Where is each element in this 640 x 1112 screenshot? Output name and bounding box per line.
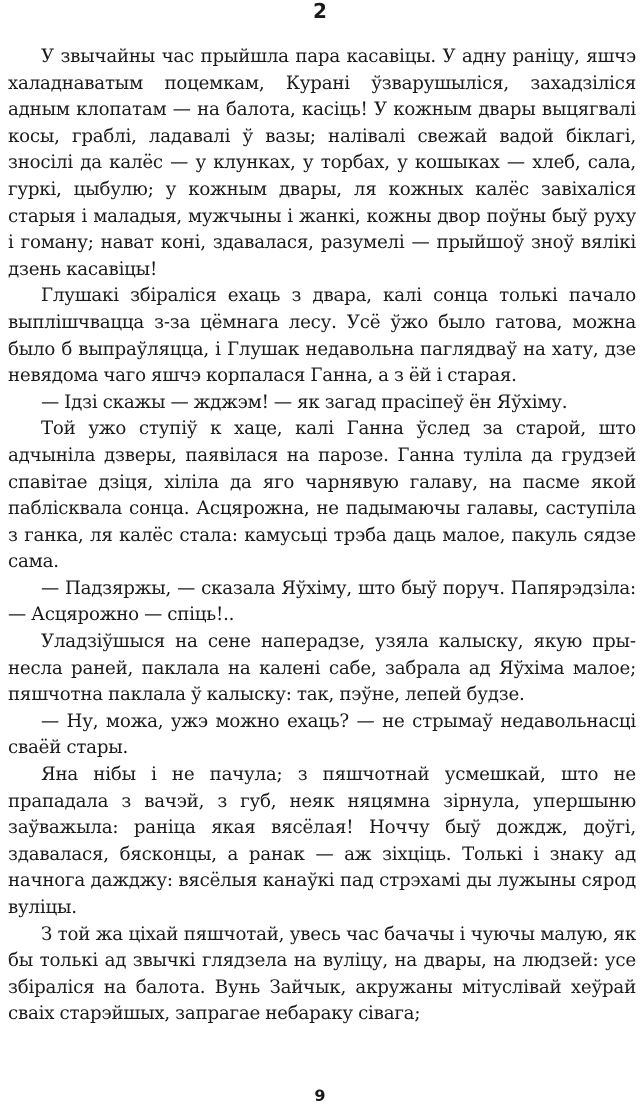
paragraph: — Ну, можа, ужэ можно ехаць? — не стрымаў недавольнасці сваёй стары.	[8, 710, 636, 759]
paragraph: У звычайны час прыйшла пара касавіцы. У адну раніцу, яшчэ халаднаватым поцемкам, Курані ўзварушыліся, захадзіліся адным клопатам — на балота, касіць! У кожным двары выцягвалі косы, граблі, ладавалі ў вазы; налівалі свежай вадой біклагі, зносілі да калёс — у клунках, у торбах, у кошыках — хлеб, сала, гуркі, цыбулю; у кожным двары, ля кожных калёс завіхаліся старыя і маладыя, мужчыны і жанкі, кожны двор поўны быў руху і гоману; нават коні, здавалася, разумелі — прыйшоў зноў вялікі дзень касавіцы!	[8, 46, 636, 280]
paragraph: — Падзяржы, — сказала Яўхіму, што быў поруч. Папярэдзіла: — Асцярожно — спіць!..	[8, 577, 636, 626]
chapter-number: 2	[313, 0, 327, 23]
paragraph: Уладзіўшыся на сене наперадзе, узяла калыску, якую прынесла раней, паклала на калені сабе, забрала ад Яўхіма малое; пяшчотна паклала ў калыску: так, пэўне, лепей будзе.	[8, 631, 636, 706]
body-text	[8, 44, 636, 1028]
paragraph: Той ужо ступіў к хаце, калі Ганна ўслед за старой, што адчыніла дзверы, паявілася на парозе. Ганна туліла да грудзей спавітае дзіця, хіліла да яго чарнявую галаву, на пасме якой паблісквала сонца. Асцярожна, не падымаючы галавы, саступіла з ганка, ля калёс стала: камусьці трэба даць малое, пакуль сядзе сама.	[8, 418, 636, 573]
paragraph: Яна нібы і не пачула; з пяшчотнай усмешкай, што не прападала з вачэй, з губ, неяк няцямна зірнула, упершыню заўважыла: раніца якая вясёлая! Ноччу быў дождж, доўгі, здавалася, бясконцы, а ранак — аж зіхціць. Толькі і знаку ад начнога дажджу: вясёлыя канаўкі пад стрэхамі ды лужыны сярод вуліцы.	[8, 764, 636, 918]
page-number: 9	[314, 1086, 326, 1105]
paragraph: — Ідзі скажы — жджэм! — як загад прасіпеў ён Яўхіму.	[41, 391, 568, 413]
paragraph: З той жа ціхай пяшчотай, увесь час бачачы і чуючы малую, як бы толькі ад звычкі глядзела на вуліцу, на двары, на людзей: усе збіраліся на балота. Вунь Зайчык, акружаны мітуслівай хеўрай сваіх старэйшых, запрагае небараку сівага;	[8, 923, 636, 1025]
paragraph: Глушакі збіраліся ехаць з двара, калі сонца толькі пачало выплішчвацца з-за цёмнага лесу. Усё ўжо было гатова, можна было б выпраўляцца, і Глушак недавольна паглядваў на хату, дзе невядома чаго яшчэ корпалася Ганна, а з ёй і старая.	[8, 285, 636, 387]
